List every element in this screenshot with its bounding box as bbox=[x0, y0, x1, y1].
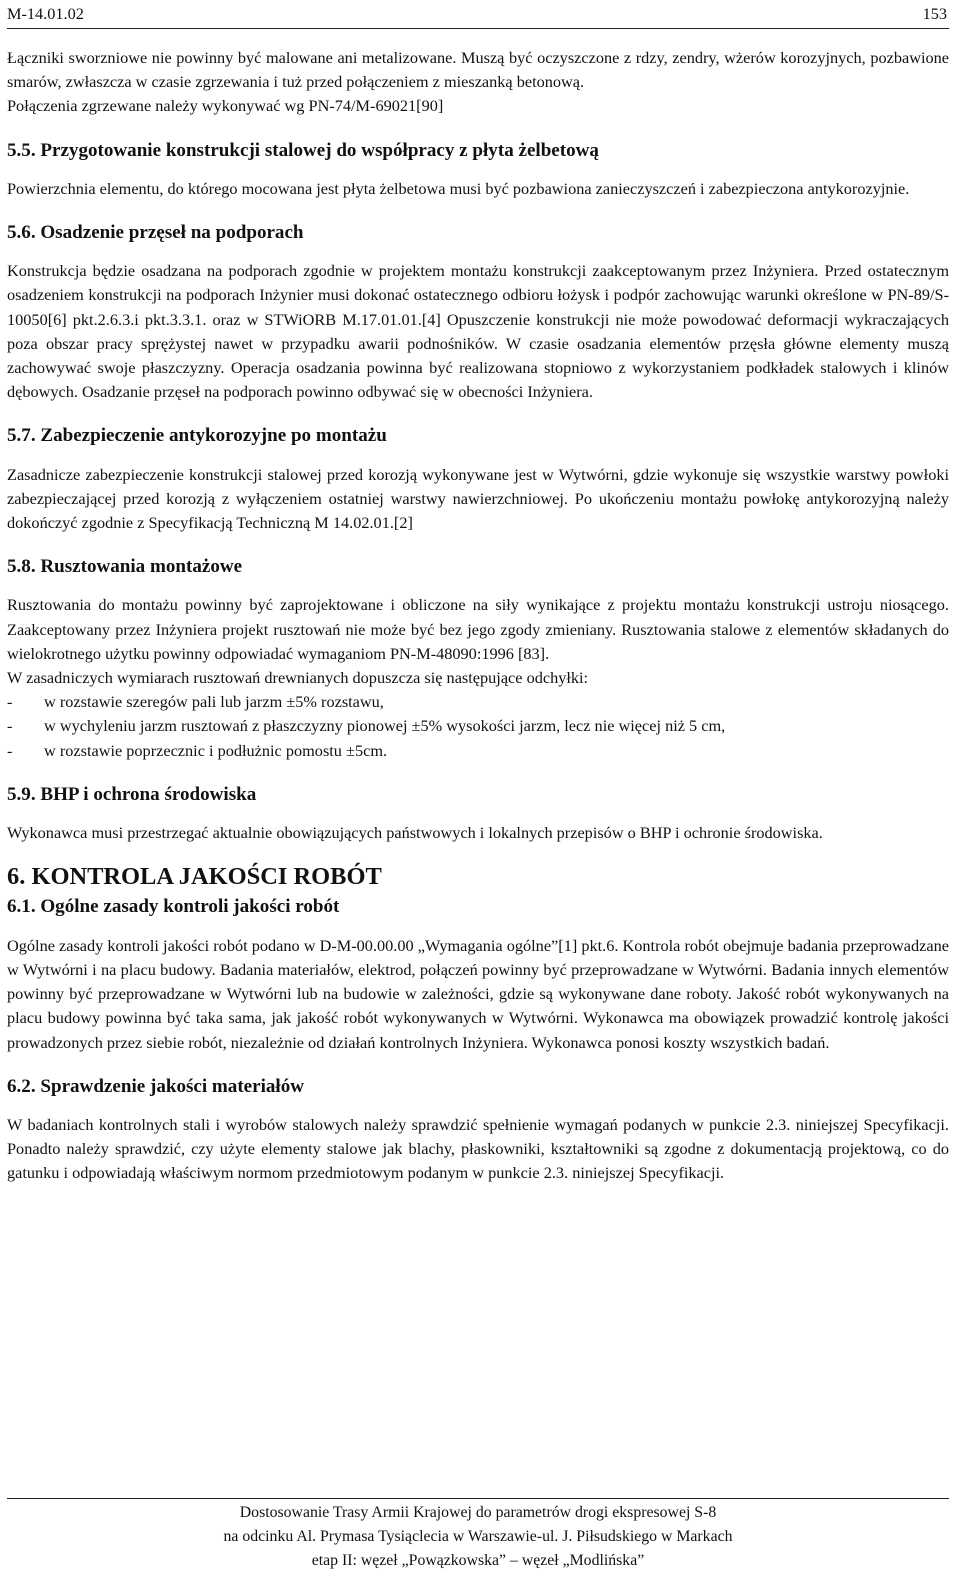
section-5-9-heading: 5.9. BHP i ochrona środowiska bbox=[7, 783, 257, 805]
list-dash: - bbox=[7, 716, 13, 736]
section-5-7-heading: 5.7. Zabezpieczenie antykorozyjne po montażu bbox=[7, 425, 387, 447]
page-number: 153 bbox=[922, 4, 947, 23]
page-header bbox=[7, 2, 949, 29]
section-6-2-paragraph: W badaniach kontrolnych stali i wyrobów stalowych należy sprawdzić spełnienie wymagań podanych w punkcie 2.3. niniejszej Specyfikacji. Ponadto należy sprawdzić, czy użyte elementy stalowe jak blachy, płaskowniki, kształtowniki są zgodne z dokumentacją projektową, co do gatunku i odpowiadają właściwym normom przedmiotowym podanym w punkcie 2.3. niniejszej Specyfikacji. bbox=[7, 1114, 949, 1183]
section-5-7-paragraph: Zasadnicze zabezpieczenie konstrukcji stalowej przed korozją wykonywane jest w Wytwórni, gdzie wykonuje się wszystkie warstwy powłoki zabezpieczającej przed korozją z wyłączeniem ostatniej warstwy nawierzchniowej. Po ukończeniu montażu powłokę antykorozyjną należy dokończyć zgodnie z Specyfikacją Techniczną M 14.02.01.[2] bbox=[7, 464, 949, 533]
chapter-6-heading: 6. KONTROLA JAKOŚCI ROBÓT bbox=[7, 863, 382, 891]
list-item-text: w rozstawie szeregów pali lub jarzm ±5% rozstawu, bbox=[44, 692, 384, 712]
section-5-6-heading: 5.6. Osadzenie przęseł na podporach bbox=[7, 222, 304, 244]
list-item bbox=[7, 690, 949, 714]
intro-paragraph-standard: Połączenia zgrzewane należy wykonywać wg PN-74/M-69021[90] bbox=[7, 96, 444, 116]
section-5-5-heading: 5.5. Przygotowanie konstrukcji stalowej do współpracy z płyta żelbetową bbox=[7, 139, 599, 161]
list-item bbox=[7, 714, 949, 738]
spec-code: M-14.01.02 bbox=[7, 4, 84, 23]
section-5-8-paragraph: Rusztowania do montażu powinny być zaprojektowane i obliczone na siły wynikające z projektu montażu konstrukcji ustroju niosącego. Zaakceptowany przez Inżyniera projekt rusztowań nie może być bez jego zgody zmieniany. Rusztowania stalowe z elementów składanych do wielokrotnego użytku powinny odpowiadać wymaganiom PN-M-48090:1996 [83]. bbox=[7, 595, 949, 663]
section-5-8-tolerances-intro: W zasadniczych wymiarach rusztowań drewnianych dopuszcza się następujące odchyłki: bbox=[7, 668, 589, 688]
list-dash: - bbox=[7, 692, 13, 712]
footer-line-2: na odcinku Al. Prymasa Tysiąclecia w Warszawie-ul. J. Piłsudskiego w Markach bbox=[223, 1528, 733, 1545]
list-item-text: w rozstawie poprzecznic i podłużnic pomostu ±5cm. bbox=[44, 740, 388, 760]
document-page bbox=[7, 0, 949, 1595]
section-5-9-paragraph: Wykonawca musi przestrzegać aktualnie obowiązujących państwowych i lokalnych przepisów o BHP i ochronie środowiska. bbox=[7, 823, 823, 843]
list-dash: - bbox=[7, 740, 13, 760]
section-6-1-heading: 6.1. Ogólne zasady kontroli jakości robót bbox=[7, 896, 340, 918]
footer-line-3: etap II: węzeł „Powązkowska” – węzeł „Modlińska” bbox=[311, 1552, 645, 1569]
tolerances-list bbox=[7, 690, 949, 763]
section-5-8-heading: 5.8. Rusztowania montażowe bbox=[7, 556, 243, 578]
page-content bbox=[7, 46, 949, 1186]
list-item-text: w wychyleniu jarzm rusztowań z płaszczyzny pionowej ±5% wysokości jarzm, lecz nie więcej niż 5 cm, bbox=[44, 716, 726, 736]
section-5-6-paragraph: Konstrukcja będzie osadzana na podporach zgodnie w projektem montażu konstrukcji zaakceptowanym przez Inżyniera. Przed ostatecznym osadzeniem konstrukcji na podporach Inżynier musi dokonać ostatecznego odbioru łożysk i podpór zachowując warunki określone w PN-89/S-10050[6] pkt.2.6.3.i pkt.3.3.1. oraz w STWiORB M.17.01.01.[4] Opuszczenie konstrukcji nie może powodować deformacji wykraczających poza obszar pracy sprężystej nawet w przypadku awarii podnośników. W czasie osadzania elementów przęsła główne elementy muszą zachowywać swoje płaszczyzny. Operacja osadzania powinna być realizowana stopniowo z wykorzystaniem podkładek stalowych i klinów dębowych. Osadzanie przęseł na podporach powinno odbywać się w obecności Inżyniera. bbox=[7, 261, 949, 402]
section-5-5-paragraph: Powierzchnia elementu, do którego mocowana jest płyta żelbetowa musi być pozbawiona zanieczyszczeń i zabezpieczona antykorozyjnie. bbox=[7, 178, 910, 198]
intro-paragraph: Łączniki sworzniowe nie powinny być malowane ani metalizowane. Muszą być oczyszczone z rdzy, zendry, wżerów korozyjnych, pozbawione smarów, zwłaszcza w czasie zgrzewania i tuż przed połączeniem z mieszanką betonową. bbox=[7, 48, 949, 92]
list-item bbox=[7, 739, 949, 763]
footer-line-1: Dostosowanie Trasy Armii Krajowej do parametrów drogi ekspresowej S-8 bbox=[239, 1504, 717, 1521]
section-6-1-paragraph: Ogólne zasady kontroli jakości robót podano w D-M-00.00.00 „Wymagania ogólne”[1] pkt.6. Kontrola robót obejmuje badania przeprowadzane w Wytwórni i na placu budowy. Badania materiałów, elektrod, połączeń powinny być przeprowadzane w Wytwórni. Badania innych elementów powinny być przeprowadzane w Wytwórni lub na budowie w zależności, gdzie są wykonywane dane roboty. Jakość robót wykonywanych na placu budowy powinna być taka sama, jak jakość robót wykonywanych w Wytwórni. Wykonawca ma obowiązek prowadzić kontrolę jakości prowadzonych przez siebie robót, niezależnie od działań kontrolnych Inżyniera. Wykonawca ponosi koszty wszystkich badań. bbox=[7, 935, 949, 1052]
section-6-2-heading: 6.2. Sprawdzenie jakości materiałów bbox=[7, 1075, 305, 1097]
page-footer bbox=[7, 1498, 949, 1573]
